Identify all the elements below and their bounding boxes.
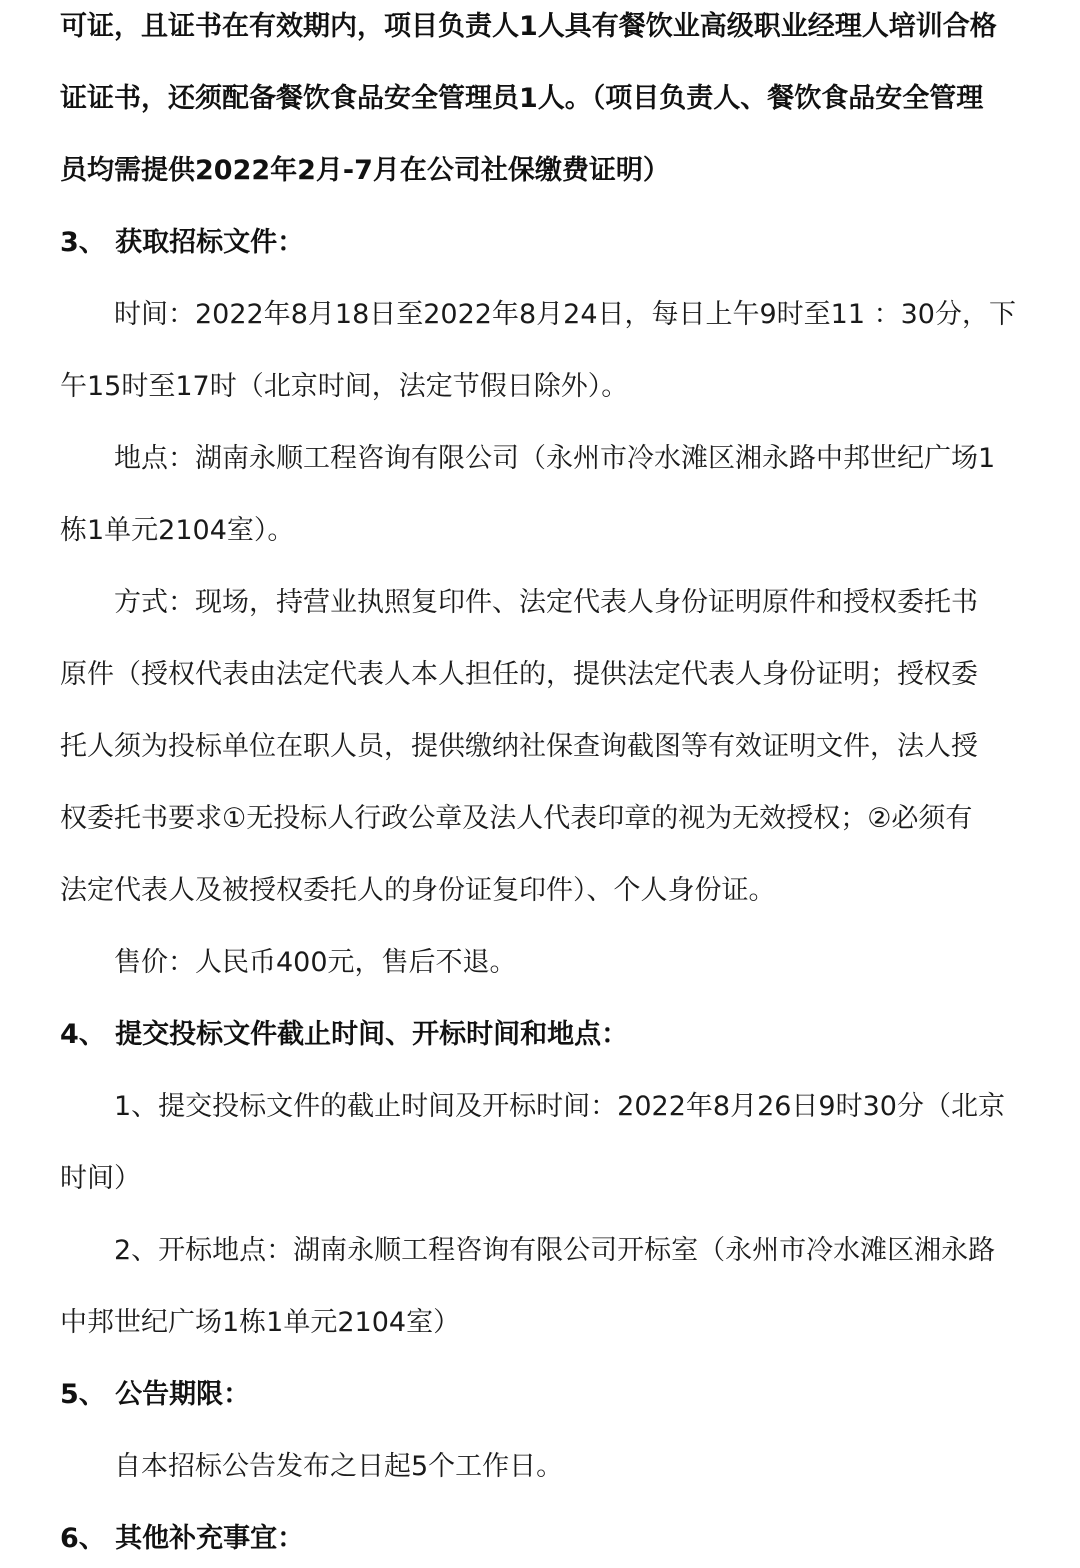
- section-5-text: 自本招标公告发布之日起5个工作日。: [114, 1451, 564, 1482]
- section-3-method-line-1: 方式：现场，持营业执照复印件、法定代表人身份证明原件和授权委托书: [114, 587, 978, 618]
- section-3-place-line-1: 地点：湖南永顺工程咨询有限公司（永州市冷水滩区湘永路中邦世纪广场1: [114, 443, 996, 474]
- intro-line-2: 证证书，还须配备餐饮食品安全管理员1人。（项目负责人、餐饮食品安全管理: [60, 83, 984, 114]
- section-3-heading: 3、 获取招标文件：: [60, 227, 305, 258]
- section-6-heading: 6、 其他补充事宜：: [60, 1523, 305, 1554]
- intro-line-1: 可证，且证书在有效期内，项目负责人1人具有餐饮业高级职业经理人培训合格: [60, 11, 997, 42]
- section-5-heading: 5、 公告期限：: [60, 1379, 251, 1410]
- section-3-time-line-2: 午15时至17时（北京时间，法定节假日除外）。: [60, 371, 629, 402]
- section-3-method-line-5: 法定代表人及被授权委托人的身份证复印件）、个人身份证。: [60, 875, 776, 906]
- section-3-method-line-4: 权委托书要求①无投标人行政公章及法人代表印章的视为无效授权；②必须有: [60, 803, 973, 834]
- section-4-item-1-line-2: 时间）: [60, 1163, 141, 1194]
- section-3-method-line-3: 托人须为投标单位在职人员，提供缴纳社保查询截图等有效证明文件，法人授: [60, 731, 978, 762]
- section-3-price: 售价：人民币400元，售后不退。: [114, 947, 517, 978]
- section-4-item-1-line-1: 1、提交投标文件的截止时间及开标时间：2022年8月26日9时30分（北京: [114, 1091, 1005, 1122]
- intro-line-3: 员均需提供2022年2月-7月在公司社保缴费证明）: [60, 155, 670, 186]
- section-4-item-2-line-1: 2、开标地点：湖南永顺工程咨询有限公司开标室（永州市冷水滩区湘永路: [114, 1235, 996, 1266]
- section-3-time-line-1: 时间：2022年8月18日至2022年8月24日，每日上午9时至11 ：30分，下: [114, 299, 1016, 330]
- section-3-place-line-2: 栋1单元2104室）。: [60, 515, 295, 546]
- section-4-item-2-line-2: 中邦世纪广场1栋1单元2104室）: [60, 1307, 461, 1338]
- section-3-method-line-2: 原件（授权代表由法定代表人本人担任的，提供法定代表人身份证明；授权委: [60, 659, 978, 690]
- section-4-heading: 4、 提交投标文件截止时间、开标时间和地点：: [60, 1019, 629, 1050]
